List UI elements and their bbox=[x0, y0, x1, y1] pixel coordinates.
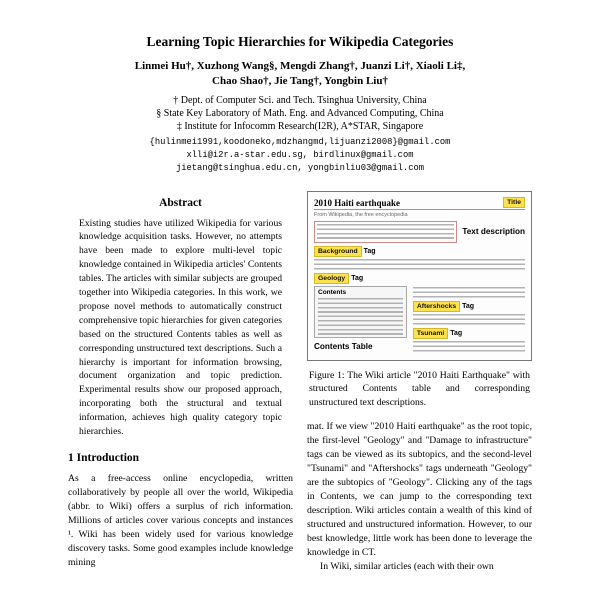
background-tag-suffix: Tag bbox=[363, 247, 376, 255]
placeholder-text-lines bbox=[317, 224, 454, 240]
left-column bbox=[68, 191, 293, 574]
geology-tag-row bbox=[314, 273, 525, 284]
placeholder-text-lines bbox=[413, 314, 525, 326]
title-tag: Title bbox=[503, 197, 525, 208]
section-heading-introduction: 1 Introduction bbox=[68, 452, 140, 464]
tsunami-tag: Tsunami bbox=[413, 328, 448, 339]
figure-bottom-area bbox=[314, 286, 525, 355]
aftershocks-tag-row bbox=[413, 301, 525, 312]
affiliation-line-1: † Dept. of Computer Sci. and Tech. Tsinghua University, China bbox=[173, 94, 427, 106]
aftershocks-tag: Aftershocks bbox=[413, 301, 460, 312]
placeholder-text-lines bbox=[314, 259, 525, 271]
affiliation-line-2: § State Key Laboratory of Math. Eng. and Advanced Computing, China bbox=[156, 107, 444, 119]
geology-tag-suffix: Tag bbox=[351, 274, 364, 282]
body-paragraph-2: In Wiki, similar articles (each with their own bbox=[320, 560, 494, 572]
contents-box bbox=[314, 286, 407, 338]
authors-block bbox=[0, 59, 600, 89]
paper-header bbox=[0, 0, 600, 175]
paper-title: Learning Topic Hierarchies for Wikipedia Categories bbox=[146, 34, 454, 49]
figure-caption: Figure 1: The Wiki article "2010 Haiti Earthquake" with structured Contents table and corresponding unstructured text descriptions. bbox=[309, 369, 530, 409]
intro-paragraph: As a free-access online encyclopedia, written collaboratively by people all over the world, Wikipedia (abbr. to Wiki) offers a surplus of rich information. Millions of articles cover various concepts and instances ¹. Wiki has been widely used for various knowledge discovery tasks. Some good examples include knowledge mining bbox=[68, 473, 293, 568]
email-line-3: jietang@tsinghua.edu.cn, yongbinliu03@gmail.com bbox=[175, 162, 425, 173]
text-description-label: Text description bbox=[462, 227, 525, 236]
tsunami-tag-row bbox=[413, 328, 525, 339]
aftershocks-tag-suffix: Tag bbox=[462, 302, 475, 310]
wiki-article-subtitle: From Wikipedia, the free encyclopedia bbox=[314, 211, 408, 218]
affiliations-block bbox=[0, 94, 600, 134]
wiki-article-title: 2010 Haiti earthquake bbox=[314, 197, 401, 208]
right-column bbox=[307, 191, 532, 574]
affiliation-line-3: ‡ Institute for Infocomm Research(I2R), A*STAR, Singapore bbox=[176, 121, 424, 133]
text-description-row bbox=[314, 221, 525, 243]
abstract-heading: Abstract bbox=[159, 196, 202, 209]
emails-block bbox=[0, 136, 600, 174]
body-paragraph-1: mat. If we view "2010 Haiti earthquake" as the root topic, the first-level "Geology" and "Damage to infrastructure" tags can be viewed as its subtopics, and the second-level "Tsunami" and "Aftershocks" tags underneath "Geology" are the subtopics of "Geology". Clicking any of the tags in Contents, we can jump to the corresponding text description. Wiki articles contain a wealth of this kind of structured and unstructured information. However, to our best knowledge, little work has been done to leverage the knowledge in CT. bbox=[307, 420, 532, 558]
contents-header: Contents bbox=[318, 288, 347, 296]
background-tag-row bbox=[314, 246, 525, 257]
contents-table-label: Contents Table bbox=[314, 341, 373, 351]
placeholder-text-lines bbox=[413, 287, 525, 299]
email-line-1: {hulinmei1991,koodoneko,mdzhangmd,lijuanzi2008}@gmail.com bbox=[149, 137, 451, 148]
placeholder-text-lines bbox=[413, 341, 525, 353]
email-line-2: xlli@i2r.a-star.edu.sg, birdlinux@gmail.com bbox=[186, 150, 414, 160]
wiki-article-header bbox=[314, 197, 525, 210]
contents-list-lines bbox=[318, 298, 403, 336]
section-text-area bbox=[413, 286, 525, 355]
authors-line-1: Linmei Hu†, Xuzhong Wang§, Mengdi Zhang†, Juanzi Li†, Xiaoli Li‡, bbox=[134, 60, 466, 72]
contents-area bbox=[314, 286, 407, 355]
abstract-text: Existing studies have utilized Wikipedia for various knowledge acquisition tasks. However, no attempts have been made to explore multi-level topic knowledge contained in Wikipedia articles' Contents tables. The articles with similar subjects are grouped together into Wikipedia categories. In this work, we propose novel methods to automatically construct comprehensive topic hierarchies for given categories based on the structured Contents tables as well as corresponding unstructured text descriptions. Such a hierarchy is important for information browsing, document organization and topic prediction. Experimental results show our proposed approach, incorporating both the structural and textual information, achieves high quality category topic hierarchies. bbox=[79, 217, 282, 438]
background-tag: Background bbox=[314, 246, 362, 257]
tsunami-tag-suffix: Tag bbox=[450, 329, 463, 337]
two-column-body bbox=[68, 191, 532, 574]
figure-1 bbox=[307, 191, 532, 361]
authors-line-2: Chao Shao†, Jie Tang†, Yongbin Liu† bbox=[212, 74, 388, 87]
geology-tag: Geology bbox=[314, 273, 349, 284]
text-description-block bbox=[314, 221, 457, 243]
